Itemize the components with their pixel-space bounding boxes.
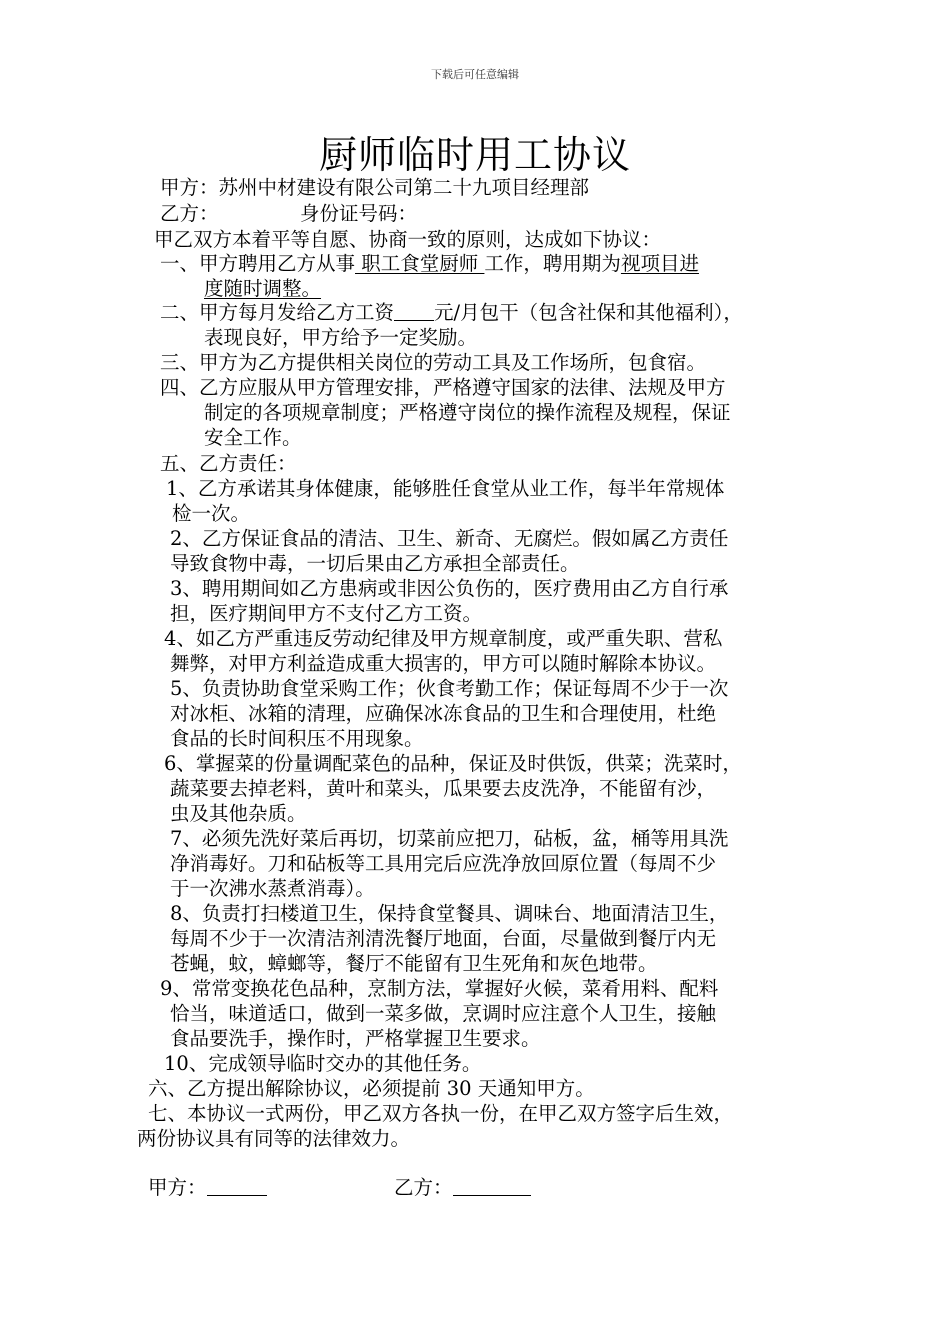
salary-blank <box>394 300 434 321</box>
duty-2-line-1: 2、乙方保证食品的清洁、卫生、新奇、无腐烂。假如属乙方责任 <box>170 527 729 550</box>
clause-1-line-1 <box>160 251 699 277</box>
clause-1-middle: 工作，聘用期为 <box>484 252 621 275</box>
clause-2-prefix: 二、甲方每月发给乙方工资 <box>160 301 395 324</box>
party-a-label: 甲方： <box>160 176 219 199</box>
signature-a-label: 甲方： <box>148 1176 207 1199</box>
clause-6: 六、乙方提出解除协议，必须提前 30 天通知甲方。 <box>148 1077 595 1100</box>
clause-1-prefix: 一、甲方聘用乙方从事 <box>160 252 356 275</box>
duty-2-line-2: 导致食物中毒，一切后果由乙方承担全部责任。 <box>170 552 580 575</box>
duty-9-line-2: 恰当，味道适口，做到一菜多做，烹调时应注意个人卫生，接触 <box>170 1002 717 1025</box>
job-title-field: 职工食堂厨师 <box>355 252 485 275</box>
duty-3-line-2: 担，医疗期间甲方不支付乙方工资。 <box>170 602 483 625</box>
clause-4-line-3: 安全工作。 <box>204 426 302 449</box>
clause-3: 三、甲方为乙方提供相关岗位的劳动工具及工作场所，包食宿。 <box>160 351 707 374</box>
signature-a-blank <box>207 1175 267 1196</box>
signature-party-b <box>394 1175 531 1201</box>
duty-1-line-2: 检一次。 <box>172 502 251 525</box>
signature-party-a <box>148 1175 267 1201</box>
term-field-part-1: 视项目进 <box>620 252 699 275</box>
duty-6-line-3: 虫及其他杂质。 <box>170 802 307 825</box>
signature-b-label: 乙方： <box>394 1176 453 1199</box>
duty-1-line-1: 1、乙方承诺其身体健康，能够胜任食堂从业工作，每半年常规体 <box>166 477 725 500</box>
party-a-line <box>160 175 589 201</box>
clause-7-line-1: 七、本协议一式两份，甲乙双方各执一份，在甲乙双方签字后生效， <box>148 1102 734 1125</box>
duty-7-line-1: 7、必须先洗好菜后再切，切菜前应把刀，砧板，盆，桶等用具洗 <box>170 827 729 850</box>
clause-4-line-2: 制定的各项规章制度；严格遵守岗位的操作流程及规程，保证 <box>204 401 731 424</box>
duty-6-line-2: 蔬菜要去掉老料，黄叶和菜头，瓜果要去皮洗净，不能留有沙， <box>170 777 717 800</box>
header-note: 下载后可任意编辑 <box>431 68 519 81</box>
duty-3-line-1: 3、聘用期间如乙方患病或非因公负伤的，医疗费用由乙方自行承 <box>170 577 729 600</box>
signature-b-blank <box>453 1175 531 1196</box>
clause-2-suffix: 元/月包干（包含社保和其他福利）， <box>434 301 743 324</box>
clause-2-line-2: 表现良好，甲方给予一定奖励。 <box>204 326 478 349</box>
duty-9-line-1: 9、常常变换花色品种，烹制方法，掌握好火候，菜肴用料、配料 <box>160 977 719 1000</box>
id-number-label: 身份证号码： <box>300 202 418 225</box>
intro-text: 甲乙双方本着平等自愿、协商一致的原则，达成如下协议： <box>154 228 662 251</box>
clause-2-line-1 <box>160 300 743 326</box>
duty-9-line-3: 食品要洗手，操作时，严格掌握卫生要求。 <box>170 1027 541 1050</box>
duty-8-line-2: 每周不少于一次清洁剂清洗餐厅地面，台面，尽量做到餐厅内无 <box>170 927 717 950</box>
duty-5-line-2: 对冰柜、冰箱的清理，应确保冰冻食品的卫生和合理使用，杜绝 <box>170 702 717 725</box>
duty-5-line-1: 5、负责协助食堂采购工作；伙食考勤工作；保证每周不少于一次 <box>170 677 729 700</box>
page-title: 厨师临时用工协议 <box>318 133 631 177</box>
party-a-value: 苏州中材建设有限公司第二十九项目经理部 <box>218 176 590 199</box>
duty-8-line-1: 8、负责打扫楼道卫生，保持食堂餐具、调味台、地面清洁卫生， <box>170 902 729 925</box>
party-b-label: 乙方： <box>160 202 219 225</box>
duty-4-line-1: 4、如乙方严重违反劳动纪律及甲方规章制度，或严重失职、营私 <box>164 627 723 650</box>
clause-4-line-1: 四、乙方应服从甲方管理安排，严格遵守国家的法律、法规及甲方 <box>160 376 726 399</box>
duty-5-line-3: 食品的长时间积压不用现象。 <box>170 727 424 750</box>
term-field-part-2: 度随时调整。 <box>204 277 322 300</box>
duty-7-line-2: 净消毒好。刀和砧板等工具用完后应洗净放回原位置（每周不少 <box>170 852 717 875</box>
duty-8-line-3: 苍蝇，蚊，蟑螂等，餐厅不能留有卫生死角和灰色地带。 <box>170 952 658 975</box>
duty-7-line-3: 于一次沸水蒸煮消毒）。 <box>170 877 375 900</box>
duty-6-line-1: 6、掌握菜的份量调配菜色的品种，保证及时供饭，供菜；洗菜时， <box>164 752 742 775</box>
duty-10: 10、完成领导临时交办的其他任务。 <box>164 1052 482 1075</box>
clause-5-heading: 五、乙方责任： <box>160 452 297 475</box>
duty-4-line-2: 舞弊，对甲方利益造成重大损害的，甲方可以随时解除本协议。 <box>170 652 717 675</box>
clause-7-line-2: 两份协议具有同等的法律效力。 <box>137 1127 411 1150</box>
